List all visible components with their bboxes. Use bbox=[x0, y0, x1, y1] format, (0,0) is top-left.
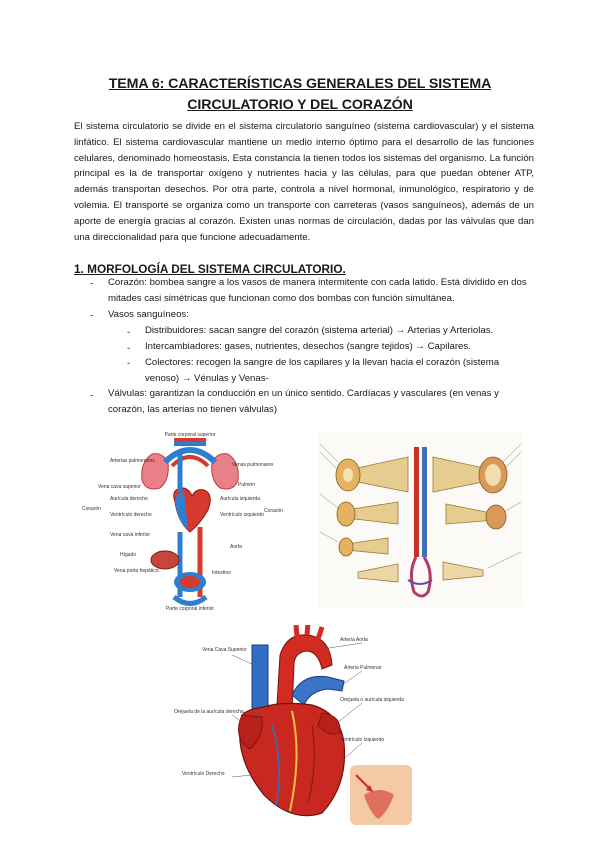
sub-bullet-dash: - bbox=[127, 343, 131, 354]
artery-lumen-3 bbox=[339, 538, 353, 556]
bullet-corazon: Corazón: bombea sangre a los vasos de manera intermitente con cada latido. Está dividido en dos mitades casi simétricas que funcionan como dos bombas con función simultánea. bbox=[108, 277, 527, 304]
bullet-vasos: Vasos sanguíneos: bbox=[108, 309, 189, 320]
bullet-dash: - bbox=[90, 278, 94, 289]
label-vena-cava: Vena Cava Superior bbox=[202, 647, 247, 653]
label-arteria-pulmonar: Arteria Pulmonar bbox=[344, 665, 382, 671]
label-orejuela-der: Orejuela de la aurícula derecha bbox=[174, 709, 244, 715]
label-orejuela-izq: Orejuela o aurícula izquierda bbox=[340, 697, 404, 703]
sub-bullet-distribuidores: Distribuidores: sacan sangre del corazón (sistema arterial) → Arterias y Arteriolas. bbox=[145, 325, 494, 336]
label-ventriculo-der: Ventrículo Derecho bbox=[182, 771, 225, 777]
label-art-pulm: Arterias pulmonares bbox=[110, 458, 155, 464]
label-ventriculo-izq: Ventrículo Izquierdo bbox=[340, 737, 385, 743]
label-vena-cava-inf: Vena cava inferior bbox=[110, 532, 151, 538]
label-ventriculo-izq: Ventrículo izquierdo bbox=[220, 512, 264, 518]
label-pulmon: Pulmón bbox=[238, 482, 255, 488]
label-corazon-right: Corazón bbox=[264, 508, 283, 514]
pulmonary-artery-vessel bbox=[292, 676, 344, 705]
bullet-valvulas: Válvulas: garantizan la conducción en un único sentido. Cardíacas y vasculares (en venas y corazón, las arterias no tienen válvulas) bbox=[108, 388, 499, 415]
label-auricula-izq: Aurícula izquierda bbox=[220, 496, 261, 502]
document-title-line1: TEMA 6: CARACTERÍSTICAS GENERALES DEL SISTEMA bbox=[108, 76, 492, 92]
vein-inner-1 bbox=[485, 464, 501, 486]
label-corazon-left: Corazón bbox=[82, 506, 101, 512]
section-heading: 1. MORFOLOGÍA DEL SISTEMA CIRCULATORIO. bbox=[74, 262, 346, 276]
vein-lumen-2 bbox=[486, 505, 506, 529]
label-higado: Hígado bbox=[120, 552, 137, 558]
label-ventriculo-der: Ventrículo derecho bbox=[110, 512, 152, 518]
sub-bullet-dash: - bbox=[127, 358, 131, 369]
label-intestino: Intestino bbox=[212, 570, 231, 576]
vena-cava-vessel bbox=[252, 645, 268, 715]
label-venas-pulm: Venas pulmonares bbox=[232, 462, 274, 468]
label-auricula-der: Aurícula derecho bbox=[110, 496, 148, 502]
heart-anatomy-illustration bbox=[172, 625, 417, 830]
label-vena-cava-sup: Vena cava superior bbox=[98, 484, 141, 490]
central-vein bbox=[422, 447, 427, 557]
sub-bullet-intercambiadores: Intercambiadores: gases, nutrientes, desechos (sangre tejidos) → Capilares. bbox=[145, 341, 471, 352]
artery-lumen-2 bbox=[337, 502, 355, 526]
artery-inner-1 bbox=[343, 468, 353, 482]
central-artery bbox=[414, 447, 419, 557]
label-bottom: Parte corporal inferior bbox=[165, 606, 215, 612]
vessel-cross-section-diagram bbox=[318, 432, 523, 607]
circulation-diagram bbox=[80, 432, 300, 612]
sub-bullet-colectores: Colectores: recogen la sangre de los capilares y la llevan hacia el corazón (sistema venoso) → Vénulas y Venas- bbox=[145, 357, 500, 384]
sub-bullet-dash: - bbox=[127, 327, 131, 338]
label-aorta: Aorta bbox=[230, 544, 242, 550]
document-title-line2: CIRCULATORIO Y DEL CORAZÓN bbox=[187, 97, 413, 113]
intestine-inner-shape bbox=[180, 576, 200, 588]
bullet-dash: - bbox=[90, 390, 94, 401]
upper-capillaries-blue bbox=[174, 442, 206, 445]
bullet-dash: - bbox=[90, 310, 94, 321]
label-vena-porta: Vena porta hepático bbox=[114, 568, 159, 574]
liver-shape bbox=[151, 551, 179, 569]
label-arteria-aorta: Arteria Aorta bbox=[340, 637, 368, 643]
pulmonary-vein-arch bbox=[172, 457, 208, 466]
lower-loop bbox=[174, 597, 206, 604]
label-top: Parte corporal superior bbox=[164, 432, 216, 438]
intro-paragraph: El sistema circulatorio se divide en el sistema circulatorio sanguíneo (sistema cardiovascular) y el sistema linfático. El sistema cardiovascular mantiene un medio interno óptimo para el desarrollo de las funciones celulares, denominado homeostasis. Esta constancia la tienen todos los sistemas del organismo. La función principal es la de transportar oxígeno y nutrientes hacia y las células, para que puedan obtener ATP, además transportan desechos. Por otra parte, controla a nivel hormonal, inmunológico, respiratorio y de volemia. El transporte se organiza como un transporte con carreteras (vasos sanguíneos), además de un aporte de energía gracias al corazón. Existen unas normas de circulación, dadas por las válvulas que dan una direccionalidad para que funcione adecuadamente. bbox=[74, 121, 534, 243]
